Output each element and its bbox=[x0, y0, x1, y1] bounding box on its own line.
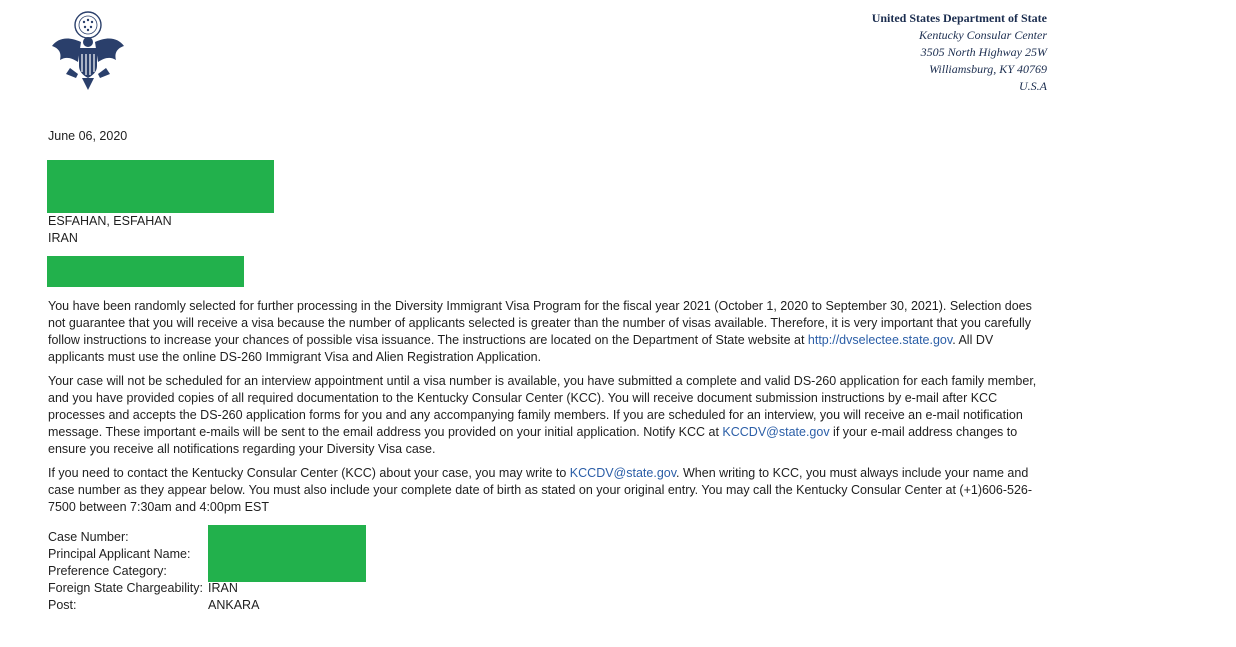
post-value: ANKARA bbox=[208, 598, 260, 612]
letter-date: June 06, 2020 bbox=[48, 129, 128, 143]
principal-applicant-label: Principal Applicant Name: bbox=[48, 547, 191, 561]
chargeability-row bbox=[48, 580, 259, 597]
principal-applicant-row bbox=[48, 546, 259, 563]
street-address: 3505 North Highway 25W bbox=[920, 45, 1047, 59]
kccdv-contact-email-link[interactable]: KCCDV@state.gov bbox=[569, 466, 677, 480]
country-address: U.S.A bbox=[1019, 79, 1047, 93]
chargeability-value: IRAN bbox=[208, 581, 238, 595]
case-details-table bbox=[48, 529, 259, 614]
letter-body bbox=[48, 298, 1048, 523]
paragraph-selection: You have been randomly selected for further processing in the Diversity Immigrant Visa Program for the fiscal year 2021 (October 1, 2020 to September 30, 2021). Selection does not guarantee that you will receive a visa because the number of applicants selected is greater than the number of visas available. Therefore, it is very important that you carefully follow instructions to increase your chances of possible visa issuance. The instructions are located on the Department of State website at http://dvselectee.state.gov. All DV applicants must use the online DS-260 Immigrant Visa and Alien Registration Application. bbox=[48, 299, 1032, 364]
city-address: Williamsburg, KY 40769 bbox=[929, 62, 1047, 76]
post-row bbox=[48, 597, 259, 614]
great-seal-icon bbox=[48, 8, 128, 92]
redacted-line-block bbox=[47, 256, 244, 287]
letterhead bbox=[872, 10, 1047, 95]
redacted-name-block bbox=[47, 160, 274, 213]
chargeability-label: Foreign State Chargeability: bbox=[48, 581, 203, 595]
case-number-label: Case Number: bbox=[48, 530, 129, 544]
paragraph-interview: Your case will not be scheduled for an interview appointment until a visa number is available, you have submitted a complete and valid DS-260 application for each family member, and you have provided copies of all required documentation to the Kentucky Consular Center (KCC). You will receive document submission instructions by e-mail after KCC processes and accepts the DS-260 application forms for you and any accompanying family members. If you are scheduled for an interview, you will receive an e-mail notification message. These important e-mails will be sent to the email address you provided on your initial application. Notify KCC at KCCDV@state.gov if your e-mail address changes to ensure you receive all notifications regarding your Diversity Visa case. bbox=[48, 374, 1037, 456]
case-number-row bbox=[48, 529, 259, 546]
center-name: Kentucky Consular Center bbox=[919, 28, 1047, 42]
address-city-line: ESFAHAN, ESFAHAN bbox=[48, 214, 172, 228]
preference-category-label: Preference Category: bbox=[48, 564, 167, 578]
post-label: Post: bbox=[48, 598, 77, 612]
paragraph-contact: If you need to contact the Kentucky Consular Center (KCC) about your case, you may write to KCCDV@state.gov. When writing to KCC, you must always include your name and case number as they appear below. You must also include your complete date of birth as stated on your original entry. You may call the Kentucky Consular Center at (+1)606-526-7500 between 7:30am and 4:00pm EST bbox=[48, 466, 1033, 514]
department-name: United States Department of State bbox=[871, 11, 1047, 25]
preference-category-row bbox=[48, 563, 259, 580]
dvselectee-link[interactable]: http://dvselectee.state.gov bbox=[807, 333, 953, 347]
kccdv-email-link[interactable]: KCCDV@state.gov bbox=[722, 425, 830, 439]
recipient-address bbox=[48, 213, 172, 247]
address-country: IRAN bbox=[48, 231, 78, 245]
